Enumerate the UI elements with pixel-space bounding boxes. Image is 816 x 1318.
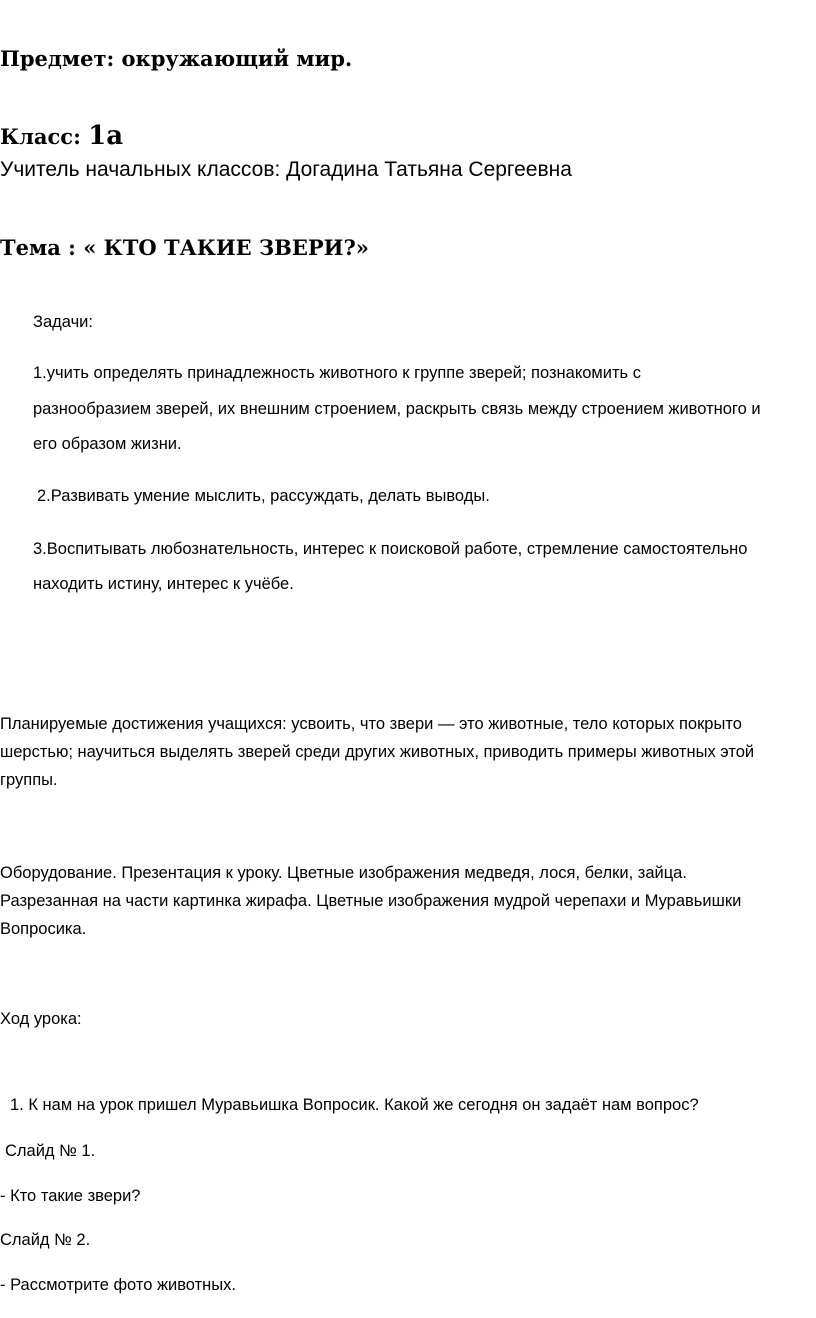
question-1: - Кто такие звери? <box>0 1187 141 1205</box>
task-1-line-2: разнообразием зверей, их внешним строением, раскрыть связь между строением животного и <box>33 400 761 418</box>
lesson-heading: Ход урока: <box>0 1010 82 1028</box>
grade-line <box>0 121 123 151</box>
teacher-line: Учитель начальных классов: Догадина Татьяна Сергеевна <box>0 158 572 181</box>
grade-label: Класс: <box>0 124 89 149</box>
question-2: - Рассмотрите фото животных. <box>0 1276 236 1294</box>
slide-2-label: Слайд № 2. <box>0 1231 91 1249</box>
equipment-line-1: Оборудование. Презентация к уроку. Цветные изображения медведя, лося, белки, зайца. <box>0 864 687 882</box>
lesson-item-1: 1. К нам на урок пришел Муравьишка Вопросик. Какой же сегодня он задаёт нам вопрос? <box>10 1096 699 1114</box>
equipment-line-2: Разрезанная на части картинка жирафа. Цветные изображения мудрой черепахи и Муравьишки <box>0 892 742 910</box>
outcomes-line-2: шерстью; научиться выделять зверей среди других животных, приводить примеры животных этой <box>0 743 755 761</box>
slide-1-label: Слайд № 1. <box>5 1142 96 1160</box>
subject-line: Предмет: окружающий мир. <box>0 46 353 71</box>
equipment-line-3: Вопросика. <box>0 920 87 938</box>
task-3-line-1: 3.Воспитывать любознательность, интерес к поисковой работе, стремление самостоятельно <box>33 540 748 558</box>
grade-value: 1а <box>88 121 124 151</box>
tasks-heading: Задачи: <box>33 313 93 331</box>
outcomes-line-3: группы. <box>0 771 58 789</box>
task-2-line: 2.Развивать умение мыслить, рассуждать, делать выводы. <box>37 487 490 505</box>
task-1-line-3: его образом жизни. <box>33 435 182 453</box>
outcomes-line-1: Планируемые достижения учащихся: усвоить, что звери — это животные, тело которых покрыто <box>0 715 742 733</box>
task-3-line-2: находить истину, интерес к учёбе. <box>33 575 294 593</box>
topic-line: Тема : « КТО ТАКИЕ ЗВЕРИ?» <box>0 235 369 260</box>
task-1-line-1: 1.учить определять принадлежность животного к группе зверей; познакомить с <box>33 364 641 382</box>
